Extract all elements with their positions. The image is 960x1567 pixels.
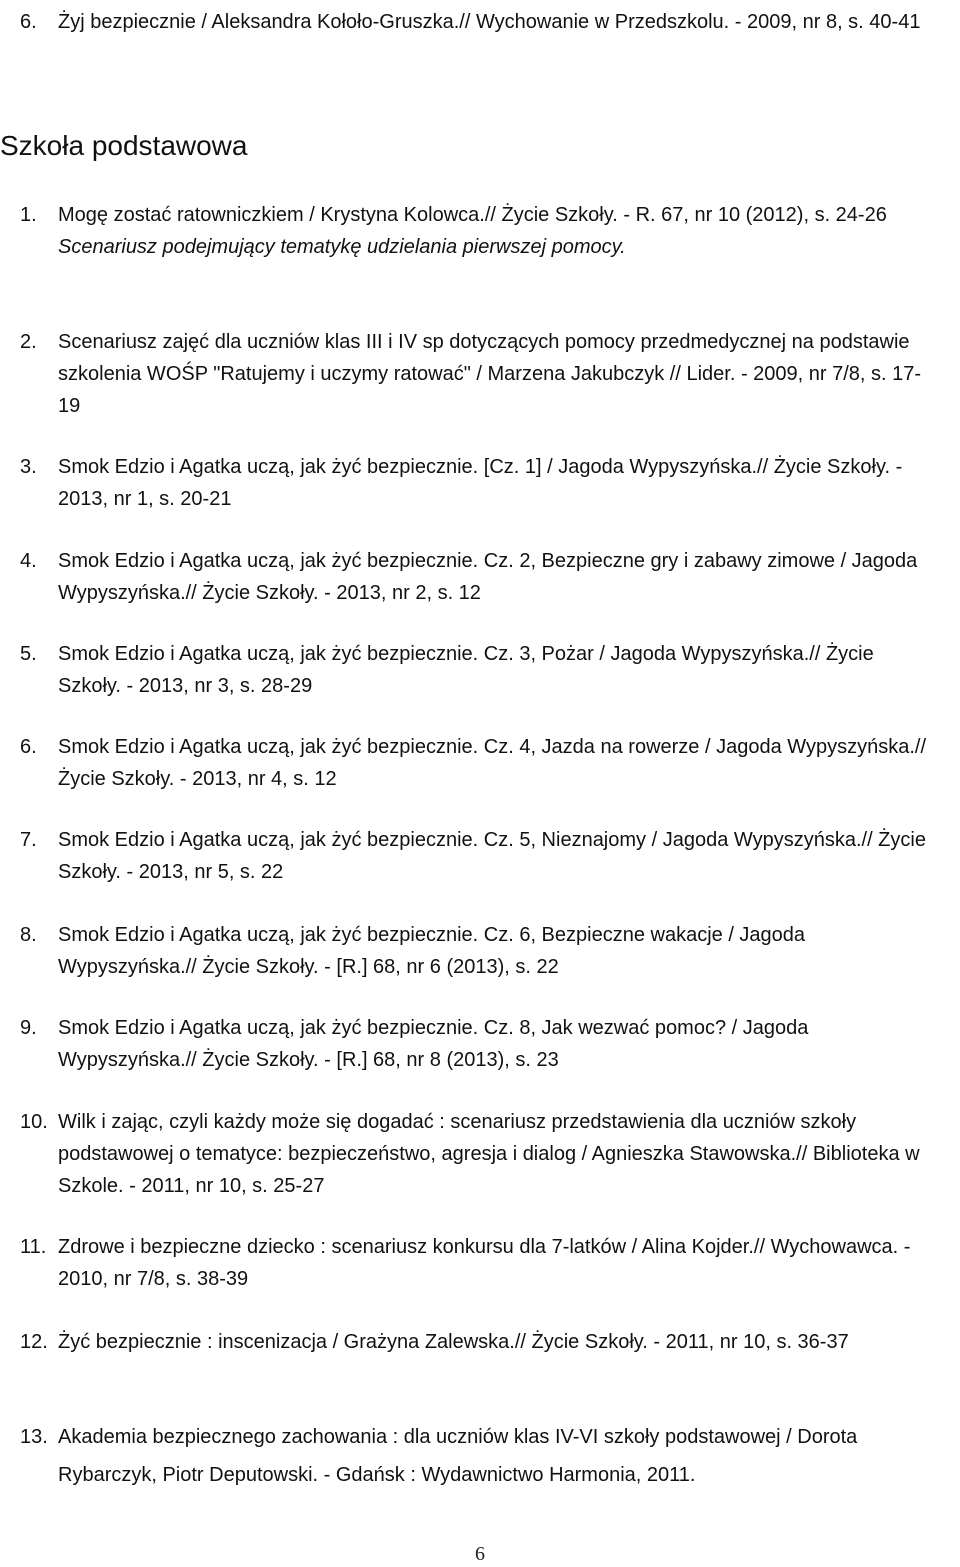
list-item [20, 1326, 940, 1358]
list-item [20, 1106, 940, 1202]
item-number: 5. [20, 643, 37, 665]
list-item [20, 1418, 940, 1494]
item-number: 1. [20, 204, 37, 226]
list-item [20, 545, 940, 609]
item-number: 11. [20, 1236, 47, 1258]
item-text: Żyj bezpiecznie / Aleksandra Kołoło-Gruszka.// Wychowanie w Przedszkolu. - 2009, nr 8, s. 40-41 [58, 11, 921, 33]
item-text: Smok Edzio i Agatka uczą, jak żyć bezpiecznie. Cz. 8, Jak wezwać pomoc? / Jagoda Wypyszyńska.// Życie Szkoły. - [R.] 68, nr 8 (2013), s. 23 [58, 1017, 809, 1071]
item-number: 4. [20, 550, 37, 572]
list-item [20, 1012, 940, 1076]
item-text: Smok Edzio i Agatka uczą, jak żyć bezpiecznie. Cz. 5, Nieznajomy / Jagoda Wypyszyńska.// Życie Szkoły. - 2013, nr 5, s. 22 [58, 829, 926, 883]
item-text: Smok Edzio i Agatka uczą, jak żyć bezpiecznie. Cz. 3, Pożar / Jagoda Wypyszyńska.// Życie Szkoły. - 2013, nr 3, s. 28-29 [58, 643, 874, 697]
item-number: 6. [20, 736, 37, 758]
item-text: Żyć bezpiecznie : inscenizacja / Grażyna Zalewska.// Życie Szkoły. - 2011, nr 10, s. 36-37 [58, 1331, 849, 1353]
list-item [20, 326, 940, 422]
item-number: 9. [20, 1017, 37, 1039]
item-text: Scenariusz zajęć dla uczniów klas III i IV sp dotyczących pomocy przedmedycznej na podstawie szkolenia WOŚP "Ratujemy i uczymy ratować" / Marzena Jakubczyk // Lider. - 2009, nr 7/8, s. 17-19 [58, 331, 922, 417]
item-number: 6. [20, 11, 37, 33]
item-text: Smok Edzio i Agatka uczą, jak żyć bezpiecznie. [Cz. 1] / Jagoda Wypyszyńska.// Życie Szkoły. - 2013, nr 1, s. 20-21 [58, 456, 903, 510]
item-text: Zdrowe i bezpieczne dziecko : scenariusz konkursu dla 7-latków / Alina Kojder.// Wychowawca. - 2010, nr 7/8, s. 38-39 [58, 1236, 911, 1290]
item-text [58, 199, 940, 263]
item-text: Smok Edzio i Agatka uczą, jak żyć bezpiecznie. Cz. 2, Bezpieczne gry i zabawy zimowe / Jagoda Wypyszyńska.// Życie Szkoły. - 2013, nr 2, s. 12 [58, 550, 918, 604]
item-number: 7. [20, 829, 37, 851]
list-item [20, 451, 940, 515]
item-number: 3. [20, 456, 37, 478]
item-number: 12. [20, 1331, 48, 1353]
item-number: 8. [20, 924, 37, 946]
item-note: Scenariusz podejmujący tematykę udzielania pierwszej pomocy. [58, 236, 626, 258]
page-number: 6 [475, 1543, 485, 1565]
item-text: Smok Edzio i Agatka uczą, jak żyć bezpiecznie. Cz. 6, Bezpieczne wakacje / Jagoda Wypyszyńska.// Życie Szkoły. - [R.] 68, nr 6 (2013), s. 22 [58, 924, 806, 978]
list-item [20, 1231, 940, 1295]
item-text: Akademia bezpiecznego zachowania : dla uczniów klas IV-VI szkoły podstawowej / Dorota Rybarczyk, Piotr Deputowski. - Gdańsk : Wydawnictwo Harmonia, 2011. [58, 1426, 858, 1486]
item-text: Wilk i zając, czyli każdy może się dogadać : scenariusz przedstawienia dla uczniów szkoły podstawowej o tematyce: bezpieczeństwo, agresja i dialog / Agnieszka Stawowska.// Biblioteka w Szkole. - 2011, nr 10, s. 25-27 [58, 1111, 920, 1197]
section-heading: Szkoła podstawowa [0, 130, 248, 161]
list-item [20, 199, 940, 263]
item-number: 10. [20, 1111, 48, 1133]
list-item [20, 731, 940, 795]
list-item [20, 638, 940, 702]
item-number: 13. [20, 1426, 48, 1448]
list-item [20, 824, 940, 888]
list-item [20, 6, 940, 38]
list-item [20, 919, 940, 983]
item-citation: Mogę zostać ratowniczkiem / Krystyna Kolowca.// Życie Szkoły. - R. 67, nr 10 (2012), s. 24-26 [58, 204, 887, 226]
item-number: 2. [20, 331, 37, 353]
item-text: Smok Edzio i Agatka uczą, jak żyć bezpiecznie. Cz. 4, Jazda na rowerze / Jagoda Wypyszyńska.// Życie Szkoły. - 2013, nr 4, s. 12 [58, 736, 926, 790]
